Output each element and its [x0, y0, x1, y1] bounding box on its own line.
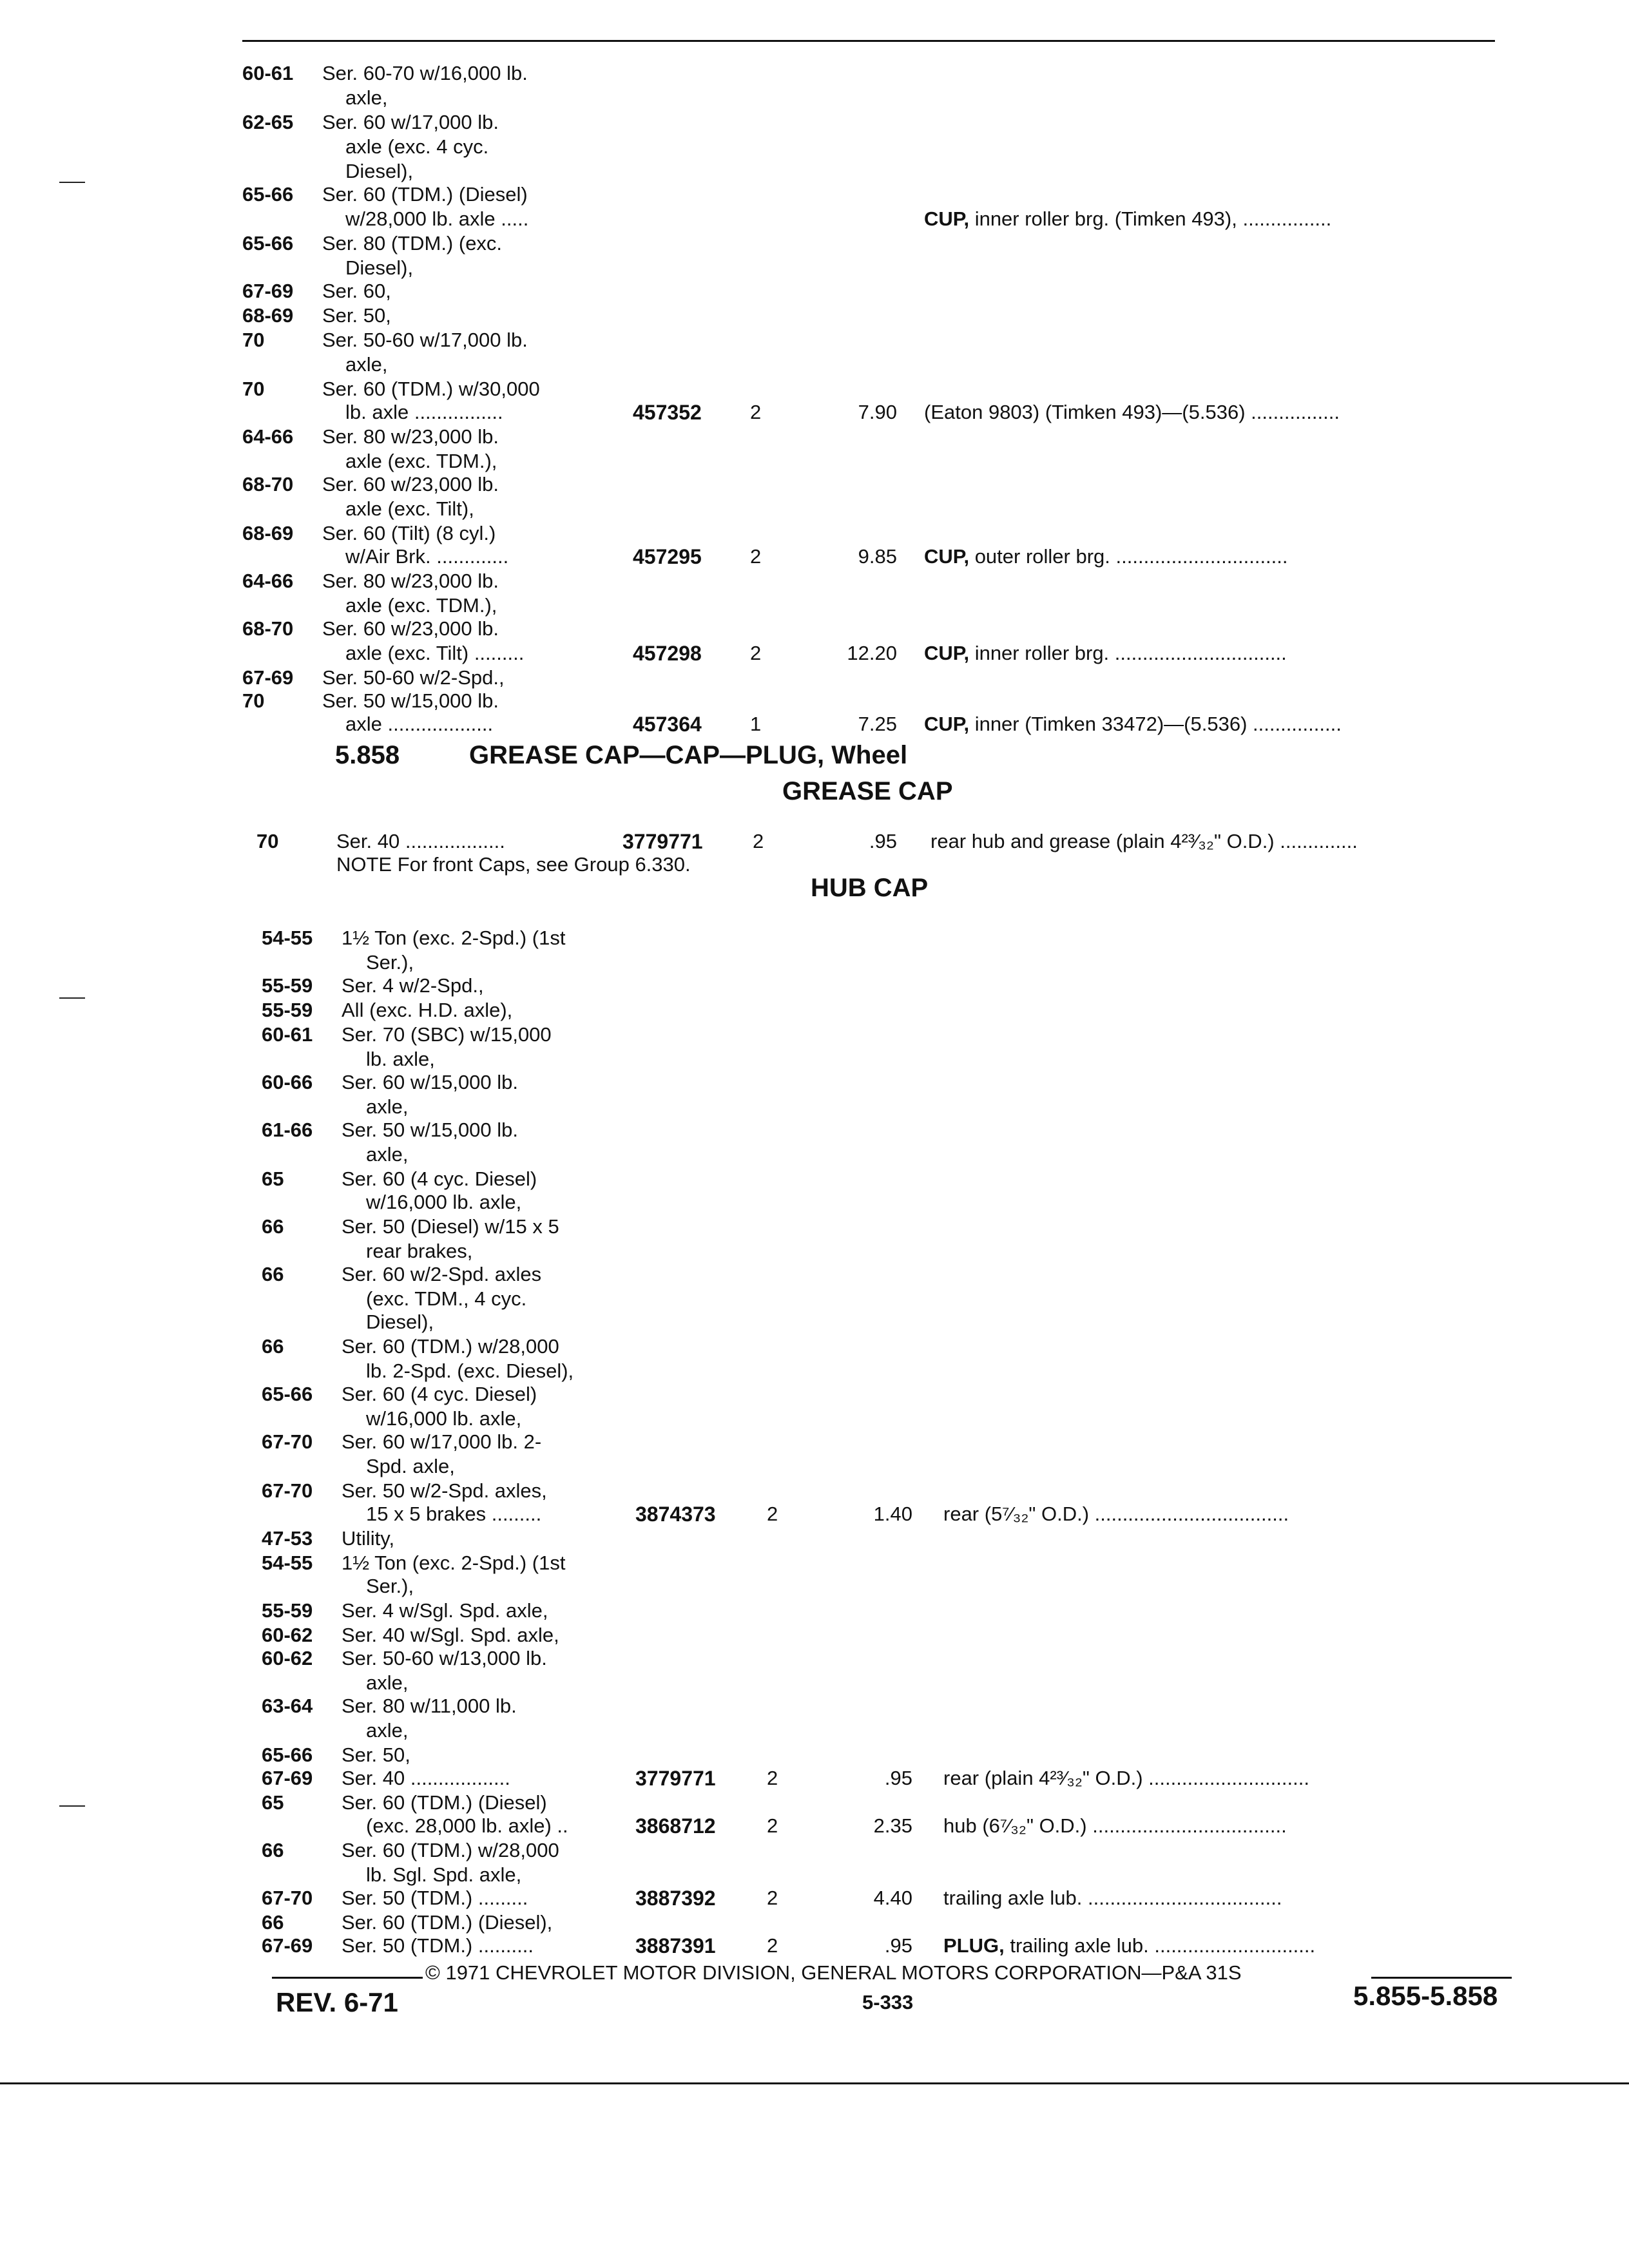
model-year: 60-66 — [262, 1071, 313, 1093]
price: 7.25 — [858, 713, 897, 735]
application-text: axle (exc. Tilt) ......... — [345, 642, 525, 664]
application-text: NOTE For front Caps, see Group 6.330. — [336, 853, 691, 876]
application-text: axle, — [345, 353, 388, 376]
application-text: Ser. 60 (TDM.) (Diesel), — [342, 1911, 553, 1934]
bottom-rule — [0, 2082, 1629, 2084]
model-year: 47-53 — [262, 1527, 313, 1550]
model-year: 55-59 — [262, 974, 313, 997]
application-text: Spd. axle, — [366, 1455, 455, 1477]
model-year: 64-66 — [242, 425, 294, 448]
model-year: 68-70 — [242, 617, 294, 640]
application-text: Ser. 50, — [342, 1744, 410, 1766]
model-year: 66 — [262, 1335, 284, 1358]
part-description: trailing axle lub. ................................... — [943, 1887, 1282, 1909]
application-text: axle, — [366, 1671, 409, 1694]
application-text: All (exc. H.D. axle), — [342, 999, 513, 1021]
model-year: 64-66 — [242, 570, 294, 592]
application-text: Diesel), — [366, 1311, 434, 1333]
model-year: 66 — [262, 1263, 284, 1285]
quantity: 2 — [767, 1887, 778, 1909]
model-year: 70 — [242, 329, 265, 351]
application-text: Ser. 60 (TDM.) (Diesel) — [322, 183, 528, 206]
quantity: 2 — [750, 642, 762, 664]
model-year: 65-66 — [262, 1744, 313, 1766]
part-number: 457295 — [633, 545, 702, 568]
quantity: 1 — [750, 713, 762, 735]
price: 12.20 — [847, 642, 897, 664]
price: .95 — [869, 830, 897, 852]
part-number: 457352 — [633, 401, 702, 424]
part-description: rear (5⁷⁄₃₂" O.D.) ................................... — [943, 1503, 1289, 1525]
quantity: 2 — [767, 1814, 778, 1837]
application-text: Ser. 60 (TDM.) w/28,000 — [342, 1839, 559, 1861]
part-number: 457298 — [633, 642, 702, 665]
section-title: GREASE CAP—CAP—PLUG, Wheel — [469, 741, 908, 769]
part-number: 3779771 — [635, 1767, 716, 1790]
application-text: Ser. 40 w/Sgl. Spd. axle, — [342, 1624, 559, 1646]
part-description: CUP, outer roller brg. ............................... — [924, 545, 1288, 568]
application-text: Ser. 80 w/11,000 lb. — [342, 1695, 517, 1717]
part-number: 3868712 — [635, 1814, 716, 1838]
part-number: 3887391 — [635, 1934, 716, 1957]
application-text: 1½ Ton (exc. 2-Spd.) (1st — [342, 927, 566, 949]
application-text: rear brakes, — [366, 1240, 473, 1262]
application-text: Ser. 60 (TDM.) (Diesel) — [342, 1791, 547, 1814]
part-description: CUP, inner (Timken 33472)—(5.536) ................ — [924, 713, 1342, 735]
top-rule — [242, 40, 1495, 42]
model-year: 66 — [262, 1911, 284, 1934]
quantity: 2 — [767, 1767, 778, 1789]
application-text: axle (exc. 4 cyc. — [345, 135, 489, 158]
application-text: Ser. 50 w/15,000 lb. — [342, 1119, 519, 1141]
application-text: w/16,000 lb. axle, — [366, 1407, 522, 1430]
part-number: 457364 — [633, 713, 702, 736]
footer-rule-right — [1371, 1977, 1512, 1979]
application-text: Diesel), — [345, 160, 414, 182]
application-text: lb. axle ................ — [345, 401, 503, 423]
model-year: 60-61 — [242, 62, 294, 84]
margin-mark — [59, 182, 85, 183]
application-text: Ser. 60 w/17,000 lb. 2- — [342, 1430, 542, 1453]
application-text: 15 x 5 brakes ......... — [366, 1503, 542, 1525]
model-year: 63-64 — [262, 1695, 313, 1717]
application-text: axle (exc. TDM.), — [345, 594, 497, 617]
part-number: 3874373 — [635, 1503, 716, 1526]
revision-label: REV. 6-71 — [276, 1987, 398, 2017]
application-text: Ser. 4 w/Sgl. Spd. axle, — [342, 1599, 548, 1622]
page-number: 5-333 — [862, 1991, 914, 2013]
application-text: Utility, — [342, 1527, 395, 1550]
price: 9.85 — [858, 545, 897, 568]
quantity: 2 — [767, 1934, 778, 1957]
model-year: 54-55 — [262, 1552, 313, 1574]
part-description: CUP, inner roller brg. ............................... — [924, 642, 1287, 664]
application-text: Ser. 60 (4 cyc. Diesel) — [342, 1168, 537, 1190]
model-year: 62-65 — [242, 111, 294, 133]
subheading-grease-cap: GREASE CAP — [782, 777, 953, 805]
application-text: Ser. 60 w/23,000 lb. — [322, 473, 499, 495]
model-year: 66 — [262, 1839, 284, 1861]
application-text: axle, — [366, 1719, 409, 1742]
application-text: Ser. 60 (Tilt) (8 cyl.) — [322, 522, 496, 544]
part-description: (Eaton 9803) (Timken 493)—(5.536) ................ — [924, 401, 1340, 423]
application-text: axle ................... — [345, 713, 494, 735]
part-number: 3887392 — [635, 1887, 716, 1910]
model-year: 65-66 — [242, 232, 294, 255]
model-year: 67-70 — [262, 1479, 313, 1502]
model-year: 67-70 — [262, 1887, 313, 1909]
subheading-hub-cap: HUB CAP — [811, 874, 929, 902]
application-text: Ser. 60 (TDM.) w/28,000 — [342, 1335, 559, 1358]
margin-mark — [59, 1805, 85, 1807]
part-description: rear (plain 4²³⁄₃₂" O.D.) ............................. — [943, 1767, 1309, 1789]
model-year: 65-66 — [262, 1383, 313, 1405]
quantity: 2 — [750, 401, 762, 423]
application-text: axle (exc. Tilt), — [345, 497, 474, 520]
application-text: Ser. 50-60 w/2-Spd., — [322, 666, 505, 689]
application-text: Ser. 60 (TDM.) w/30,000 — [322, 378, 540, 400]
application-text: Ser. 60-70 w/16,000 lb. — [322, 62, 528, 84]
model-year: 60-62 — [262, 1647, 313, 1669]
application-text: Ser. 80 w/23,000 lb. — [322, 570, 499, 592]
application-text: lb. 2-Spd. (exc. Diesel), — [366, 1360, 574, 1382]
application-text: Ser. 50 (TDM.) .......... — [342, 1934, 534, 1957]
margin-mark — [59, 997, 85, 999]
application-text: Ser. 60 w/15,000 lb. — [342, 1071, 519, 1093]
part-description: rear hub and grease (plain 4²³⁄₃₂" O.D.) .............. — [930, 830, 1358, 852]
application-text: Ser.), — [366, 951, 414, 974]
model-year: 55-59 — [262, 1599, 313, 1622]
application-text: Ser. 80 (TDM.) (exc. — [322, 232, 503, 255]
part-number: 3779771 — [622, 830, 703, 853]
application-text: lb. axle, — [366, 1048, 435, 1070]
model-year: 66 — [262, 1215, 284, 1238]
price: 2.35 — [873, 1814, 912, 1837]
application-text: Ser. 40 .................. — [342, 1767, 510, 1789]
application-text: axle, — [345, 86, 388, 109]
application-text: Ser. 80 w/23,000 lb. — [322, 425, 499, 448]
model-year: 67-69 — [242, 666, 294, 689]
model-year: 60-62 — [262, 1624, 313, 1646]
model-year: 67-69 — [262, 1767, 313, 1789]
section-range: 5.855-5.858 — [1353, 1981, 1498, 2011]
copyright-line: © 1971 CHEVROLET MOTOR DIVISION, GENERAL MOTORS CORPORATION—P&A 31S — [425, 1961, 1242, 1984]
model-year: 67-69 — [242, 280, 294, 302]
application-text: Ser. 60, — [322, 280, 391, 302]
application-text: 1½ Ton (exc. 2-Spd.) (1st — [342, 1552, 566, 1574]
model-year: 68-69 — [242, 304, 294, 327]
application-text: Ser. 40 .................. — [336, 830, 505, 852]
price: 4.40 — [873, 1887, 912, 1909]
model-year: 70 — [242, 378, 265, 400]
model-year: 67-70 — [262, 1430, 313, 1453]
application-text: axle (exc. TDM.), — [345, 450, 497, 472]
part-description: PLUG, trailing axle lub. ............................. — [943, 1934, 1316, 1957]
application-text: w/16,000 lb. axle, — [366, 1191, 522, 1213]
application-text: w/28,000 lb. axle ..... — [345, 207, 529, 230]
model-year: 67-69 — [262, 1934, 313, 1957]
model-year: 60-61 — [262, 1023, 313, 1046]
application-text: Diesel), — [345, 256, 414, 279]
application-text: Ser. 50, — [322, 304, 391, 327]
application-text: Ser. 4 w/2-Spd., — [342, 974, 484, 997]
model-year: 68-70 — [242, 473, 294, 495]
quantity: 2 — [753, 830, 764, 852]
price: .95 — [884, 1767, 912, 1789]
footer-rule-left — [272, 1977, 423, 1979]
application-text: Ser. 50 (TDM.) ......... — [342, 1887, 528, 1909]
price: .95 — [884, 1934, 912, 1957]
application-text: Ser. 60 w/23,000 lb. — [322, 617, 499, 640]
application-text: Ser. 60 (4 cyc. Diesel) — [342, 1383, 537, 1405]
application-text: w/Air Brk. ............. — [345, 545, 509, 568]
model-year: 54-55 — [262, 927, 313, 949]
price: 1.40 — [873, 1503, 912, 1525]
part-description: CUP, inner roller brg. (Timken 493), ................ — [924, 207, 1332, 230]
section-number: 5.858 — [335, 741, 400, 769]
application-text: axle, — [366, 1143, 409, 1166]
model-year: 55-59 — [262, 999, 313, 1021]
application-text: Ser.), — [366, 1575, 414, 1597]
model-year: 65-66 — [242, 183, 294, 206]
model-year: 68-69 — [242, 522, 294, 544]
application-text: Ser. 60 w/2-Spd. axles — [342, 1263, 542, 1285]
application-text: axle, — [366, 1095, 409, 1118]
application-text: (exc. TDM., 4 cyc. — [366, 1287, 527, 1310]
application-text: Ser. 70 (SBC) w/15,000 — [342, 1023, 552, 1046]
application-text: Ser. 50-60 w/17,000 lb. — [322, 329, 528, 351]
application-text: Ser. 50-60 w/13,000 lb. — [342, 1647, 547, 1669]
part-description: hub (6⁷⁄₃₂" O.D.) ................................... — [943, 1814, 1287, 1837]
quantity: 2 — [750, 545, 762, 568]
application-text: Ser. 50 w/2-Spd. axles, — [342, 1479, 547, 1502]
application-text: Ser. 60 w/17,000 lb. — [322, 111, 499, 133]
model-year: 70 — [256, 830, 279, 852]
application-text: Ser. 50 w/15,000 lb. — [322, 689, 499, 712]
price: 7.90 — [858, 401, 897, 423]
model-year: 70 — [242, 689, 265, 712]
application-text: Ser. 50 (Diesel) w/15 x 5 — [342, 1215, 559, 1238]
model-year: 61-66 — [262, 1119, 313, 1141]
application-text: lb. Sgl. Spd. axle, — [366, 1863, 522, 1886]
application-text: (exc. 28,000 lb. axle) .. — [366, 1814, 568, 1837]
model-year: 65 — [262, 1791, 284, 1814]
quantity: 2 — [767, 1503, 778, 1525]
model-year: 65 — [262, 1168, 284, 1190]
